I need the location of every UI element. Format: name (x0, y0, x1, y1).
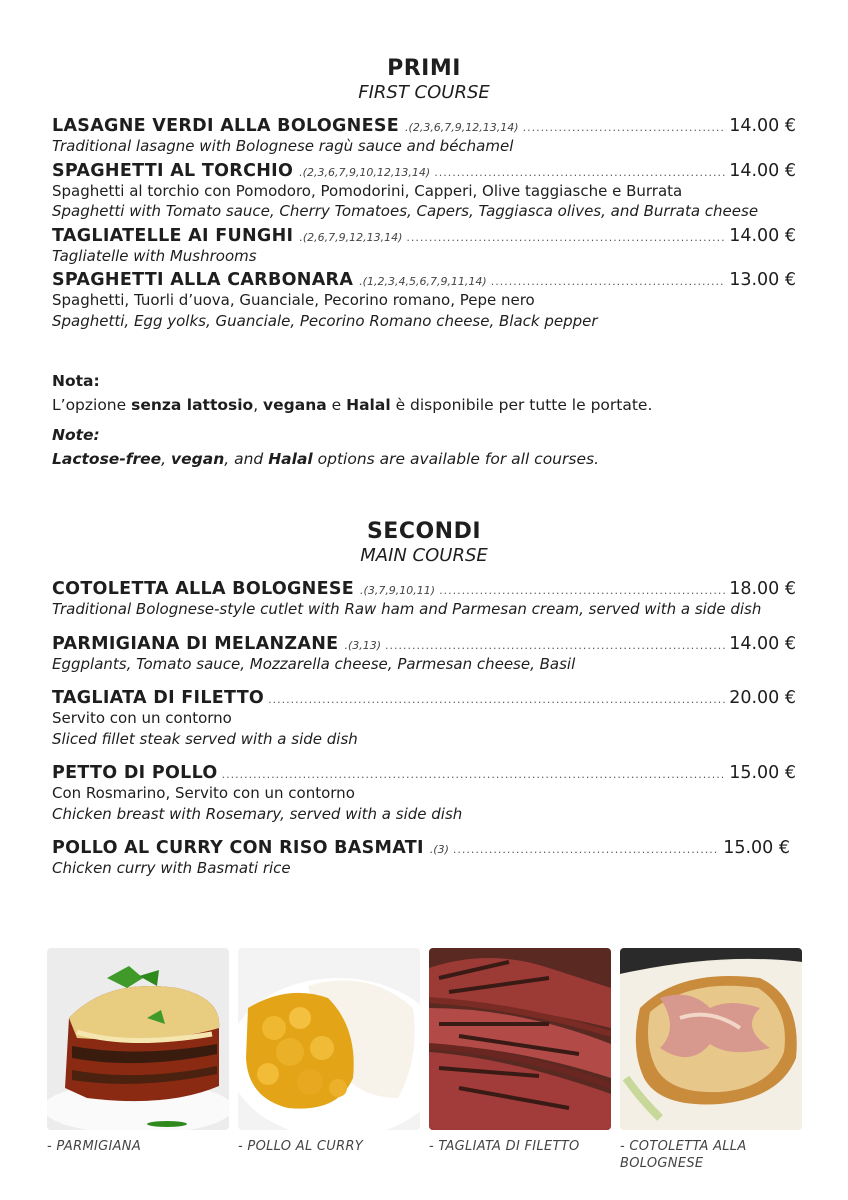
menu-item (52, 270, 796, 331)
item-price: 20.00 € (729, 688, 796, 708)
item-name: TAGLIATA DI FILETTO (52, 688, 265, 708)
allergen-codes: .(3) (429, 843, 449, 856)
item-name: SPAGHETTI AL TORCHIO (52, 160, 294, 181)
allergen-codes: .(1,2,3,4,5,6,7,9,11,14) (359, 275, 487, 288)
photo-card (620, 948, 802, 1172)
item-name: PARMIGIANA DI MELANZANE (52, 633, 339, 654)
menu-item (52, 838, 790, 879)
photo-caption: - PARMIGIANA (47, 1139, 142, 1154)
primi-title: PRIMI (387, 56, 461, 81)
item-price: 15.00 € (729, 763, 796, 783)
item-price: 14.00 € (729, 116, 796, 136)
item-description: Eggplants, Tomato sauce, Mozzarella cheese, Parmesan cheese, Basil (52, 654, 576, 673)
note-label-en: Note: (52, 426, 100, 444)
item-price: 13.00 € (729, 270, 796, 290)
item-description-en: Sliced fillet steak served with a side dish (52, 729, 358, 748)
note-text-en: Lactose-free, vegan, and Halal options are available for all courses. (52, 450, 599, 468)
dot-leader (385, 639, 725, 652)
note-label-it: Nota: (52, 372, 100, 390)
photo-strip (47, 948, 802, 1172)
dot-leader (453, 843, 719, 856)
menu-item (52, 579, 796, 620)
dot-leader (523, 121, 726, 134)
item-description: Traditional Bolognese-style cutlet with Raw ham and Parmesan cream, served with a side dish (52, 600, 762, 618)
dot-leader (491, 275, 725, 288)
menu-page (52, 56, 796, 883)
parmigiana-photo (47, 948, 229, 1130)
allergen-codes: .(3,7,9,10,11) (360, 584, 436, 597)
photo-caption: - TAGLIATA DI FILETTO (429, 1139, 580, 1154)
menu-item (52, 634, 796, 675)
photo-card (429, 948, 611, 1172)
item-description-it: Spaghetti, Tuorli d’uova, Guanciale, Pecorino romano, Pepe nero (52, 291, 535, 309)
photo-card (47, 948, 229, 1172)
dot-leader (268, 693, 725, 706)
item-price: 14.00 € (729, 633, 796, 654)
note-english (52, 423, 796, 471)
dot-leader (222, 768, 726, 781)
item-name: PETTO DI POLLO (52, 763, 218, 783)
item-name: COTOLETTA ALLA BOLOGNESE (52, 579, 355, 599)
item-name: POLLO AL CURRY CON RISO BASMATI (52, 838, 424, 858)
item-description: Tagliatelle with Mushrooms (52, 246, 257, 265)
item-description-it: Servito con un contorno (52, 709, 232, 727)
item-description-it: Spaghetti al torchio con Pomodoro, Pomodorini, Capperi, Olive taggiasche e Burrata (52, 181, 683, 200)
allergen-codes: .(3,13) (344, 638, 382, 652)
allergen-codes: .(2,3,6,7,9,10,12,13,14) (299, 165, 431, 179)
item-price: 15.00 € (723, 838, 790, 858)
item-name: SPAGHETTI ALLA CARBONARA (52, 270, 354, 290)
item-price: 14.00 € (729, 225, 796, 246)
dot-leader (439, 584, 725, 597)
allergen-codes: .(2,3,6,7,9,12,13,14) (405, 121, 519, 134)
item-description: Chicken curry with Basmati rice (52, 859, 291, 877)
cotoletta-photo (620, 948, 802, 1130)
item-description-it: Con Rosmarino, Servito con un contorno (52, 784, 355, 802)
dot-leader (406, 231, 725, 244)
menu-item (52, 763, 796, 824)
menu-item (52, 116, 796, 157)
note-italian (52, 369, 796, 417)
pollo-curry-photo (238, 948, 420, 1130)
item-description-en: Spaghetti, Egg yolks, Guanciale, Pecorino Romano cheese, Black pepper (52, 311, 598, 330)
allergen-codes: .(2,6,7,9,12,13,14) (299, 230, 403, 244)
item-price: 14.00 € (729, 160, 796, 181)
secondi-title: SECONDI (366, 519, 482, 544)
note-text-it: L’opzione senza lattosio, vegana e Halal è disponibile per tutte le portate. (52, 396, 653, 414)
item-price: 18.00 € (729, 579, 796, 599)
item-description-en: Spaghetti with Tomato sauce, Cherry Tomatoes, Capers, Taggiasca olives, and Burrata cheese (52, 202, 759, 220)
menu-item (52, 226, 796, 267)
dot-leader (434, 166, 725, 179)
photo-caption: - COTOLETTA ALLA BOLOGNESE (620, 1139, 747, 1171)
primi-subtitle: FIRST COURSE (358, 82, 490, 103)
secondi-subtitle: MAIN COURSE (360, 545, 488, 566)
photo-caption: - POLLO AL CURRY (238, 1139, 364, 1154)
primi-list (52, 116, 796, 331)
item-description: Traditional lasagne with Bolognese ragù sauce and béchamel (52, 137, 514, 155)
tagliata-photo (429, 948, 611, 1130)
item-description-en: Chicken breast with Rosemary, served with a side dish (52, 804, 463, 823)
menu-item (52, 161, 796, 222)
secondi-list (52, 579, 796, 879)
item-name: TAGLIATELLE AI FUNGHI (52, 225, 294, 246)
photo-card (238, 948, 420, 1172)
menu-item (52, 688, 796, 749)
item-name: LASAGNE VERDI ALLA BOLOGNESE (52, 116, 400, 136)
